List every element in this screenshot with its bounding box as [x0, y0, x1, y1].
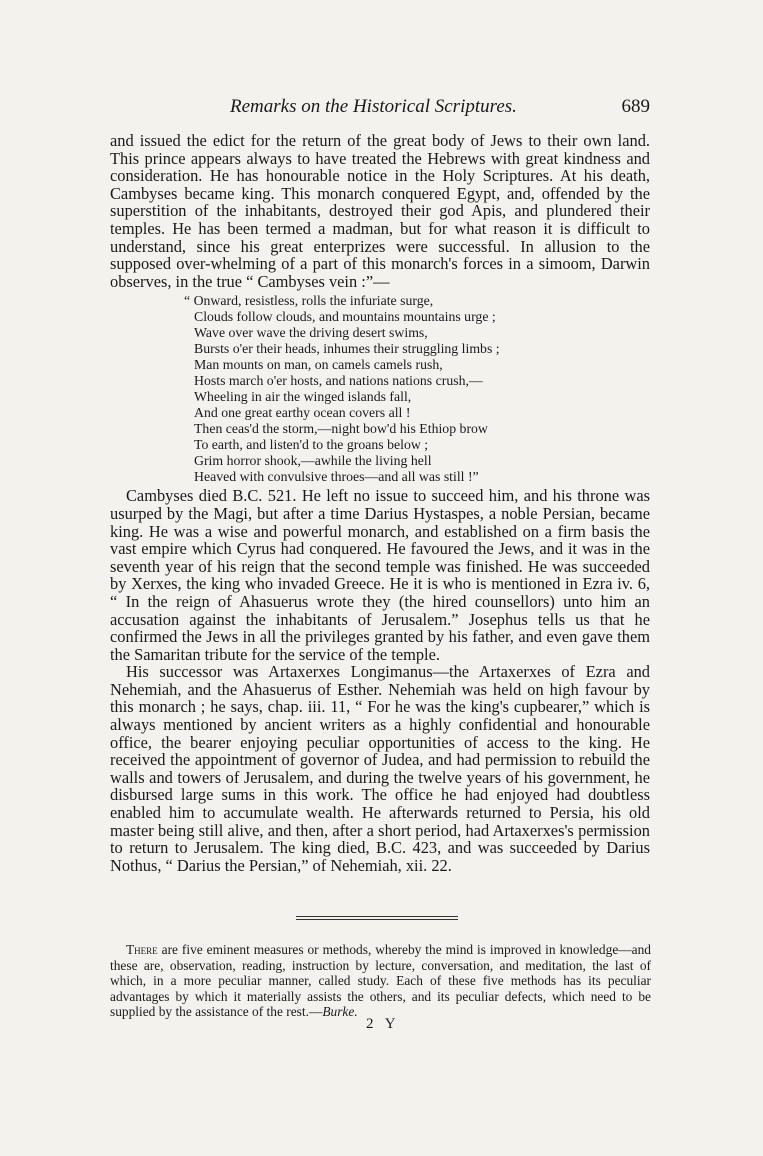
article-body [110, 132, 650, 874]
footnote-text: are five eminent measures or methods, whereby the mind is improved in knowledge—and these are, observation, reading, instruction by lecture, conversation, and meditation, the last of which, in a more peculiar manner, called study. Each of these five methods has its peculiar advantages by which it materially assists the others, and its peculiar defects, which need to be supplied by the assistance of the rest.— [110, 942, 651, 1020]
paragraph-2: Cambyses died B.C. 521. He left no issue to succeed him, and his throne was usurped by the Magi, but after a time Darius Hystaspes, a noble Persian, became king. He was a wise and powerful monarch, and established on a firm basis the vast empire which Cyrus had conquered. He favoured the Jews, and it was in the seventh year of his reign that the second temple was finished. He was succeeded by Xerxes, the king who invaded Greece. He it is who is mentioned in Ezra iv. 6, “ In the reign of Ahasuerus wrote they (the hired counsellors) unto him an accusation against the inhabitants of Jerusalem.” Josephus tells us that he confirmed the Jews in all the privileges granted by his father, and even gave them the Samaritan tribute for the service of the temple. [110, 486, 650, 664]
poem-line: Clouds follow clouds, and mountains mountains urge ; [194, 309, 496, 325]
poem-line: To earth, and listen'd to the groans below ; [194, 437, 429, 453]
poem-line: And one great earthy ocean covers all ! [194, 405, 411, 421]
poem-line: Grim horror shook,—awhile the living hell [194, 453, 432, 469]
footnote [110, 942, 651, 1020]
printer-signature-mark: 2 Y [366, 1016, 400, 1032]
running-header [110, 96, 650, 122]
page-number: 689 [621, 96, 650, 117]
poem-line: Man mounts on man, on camels camels rush, [194, 357, 443, 373]
footnote-paragraph [110, 942, 651, 1020]
running-title: Remarks on the Historical Scriptures. [230, 96, 517, 117]
divider-line [296, 919, 458, 920]
poem-line: Wave over wave the driving desert swims, [194, 325, 428, 341]
footnote-author: Burke. [322, 1004, 358, 1020]
divider-line [296, 916, 458, 917]
poem-quotation [184, 293, 650, 485]
paragraph-3: His successor was Artaxerxes Longimanus—the Artaxerxes of Ezra and Nehemiah, and the Ahasuerus of Esther. Nehemiah was held on high favour by this monarch ; he says, chap. iii. 11, “ For he was the king's cupbearer,” which is always mentioned by ancient writers as a highly confidential and honourable office, the bearer enjoying peculiar opportunities of access to the king. He received the appointment of governor of Judea, and had permission to rebuild the walls and towers of Jerusalem, and during the twelve years of his government, he disbursed large sums in this work. The office he had enjoyed had doubtless enabled him to accumulate wealth. He afterwards returned to Persia, his old master being still alive, and then, after a short period, had Artaxerxes's permission to return to Jerusalem. The king died, B.C. 423, and was succeeded by Darius Nothus, “ Darius the Persian,” of Nehemiah, xii. 22. [110, 662, 650, 875]
poem-line: Hosts march o'er hosts, and nations nations crush,— [194, 373, 483, 389]
poem-line: Bursts o'er their heads, inhumes their struggling limbs ; [194, 341, 500, 357]
section-divider [296, 916, 458, 922]
poem-line: Then ceas'd the storm,—night bow'd his Ethiop brow [194, 421, 488, 437]
footnote-lead-word: There [126, 942, 158, 957]
paragraph-1: and issued the edict for the return of the great body of Jews to their own land. This prince appears always to have treated the Hebrews with great kindness and consideration. He has honourable notice in the Holy Scriptures. At his death, Cambyses became king. This monarch conquered Egypt, and, offended by the superstition of the inhabitants, destroyed their god Apis, and plundered their temples. He has been termed a madman, but for what reason it is difficult to understand, since his great enterprizes were successful. In allusion to the supposed over-whelming of a part of this monarch's forces in a simoom, Darwin observes, in the true “ Cambyses vein :”— [110, 131, 650, 291]
poem-line: Heaved with convulsive throes—and all was still !” [194, 469, 479, 485]
poem-line: Wheeling in air the winged islands fall, [194, 389, 412, 405]
poem-line: “ Onward, resistless, rolls the infuriate surge, [184, 293, 434, 309]
